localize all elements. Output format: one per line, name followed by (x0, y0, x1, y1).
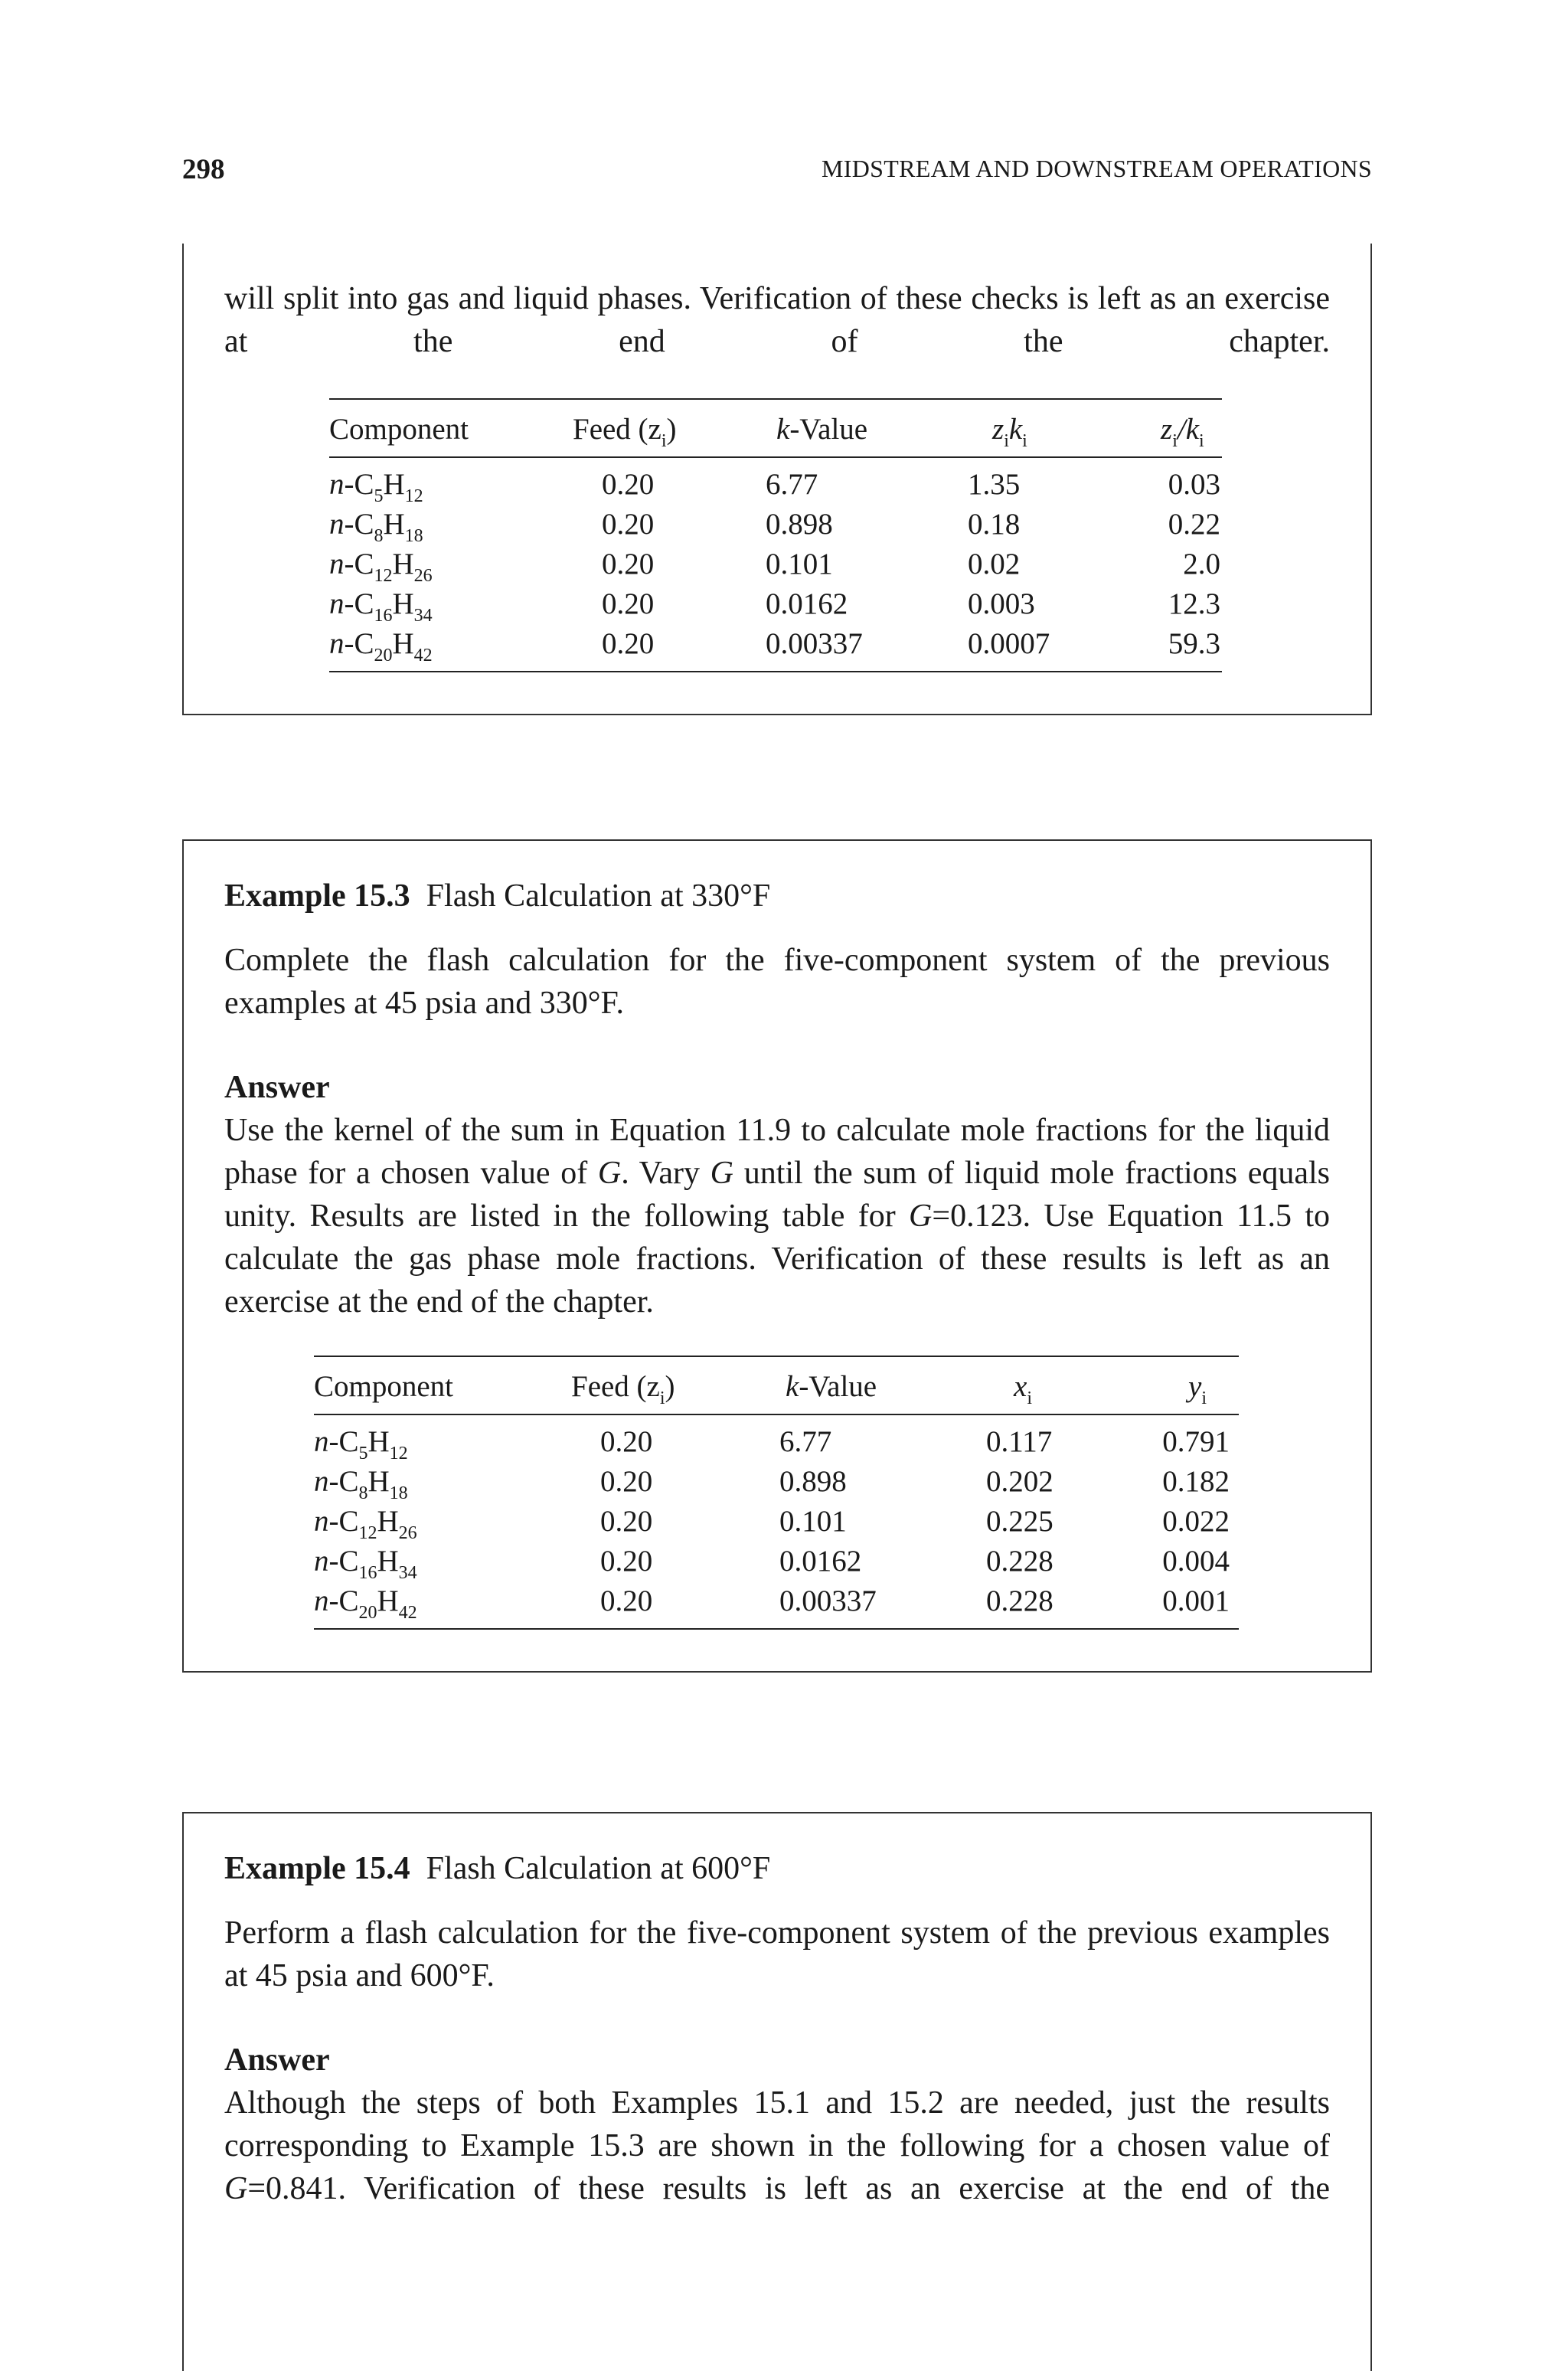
page-number: 298 (182, 154, 225, 185)
x-cell: 0.202 (986, 1465, 1054, 1498)
example-15-4-prompt: Perform a flash calculation for the five-component system of the previous examples at 45 psia and 600°F. (224, 1915, 1330, 1993)
x-cell: 0.228 (986, 1545, 1054, 1578)
x-cell: 0.228 (986, 1584, 1054, 1617)
col-header-z-over-k: $z_i/k_i$ (1161, 413, 1204, 451)
kvalue-cell: 0.898 (779, 1465, 847, 1498)
feed-cell: 0.20 (602, 587, 655, 620)
feed-cell: 0.20 (600, 1584, 653, 1617)
example-15-3-title: Example 15.3 Flash Calculation at 330°F (224, 878, 771, 914)
y-cell: 0.022 (1162, 1505, 1230, 1538)
component-cell: $n-C_{20}H_{42}$ (314, 1584, 417, 1623)
example-15-4-answer-label: Answer (224, 2042, 330, 2078)
component-cell: $n-C_8H_{18}$ (314, 1465, 408, 1503)
col-header-zk: $z_ik_i$ (992, 413, 1027, 451)
col-header-component: Component (329, 413, 469, 446)
zk-cell: 0.18 (968, 508, 1021, 541)
col-header-component: Component (314, 1370, 453, 1403)
example-15-4-answer: Although the steps of both Examples 15.1 and 15.2 are needed, just the results corresponding to Example 15.3 are shown in the following for a chosen value of G=0.841. Verification of these results is left as an exercise at the end of the (224, 2085, 1330, 2206)
z-over-k-cell: 0.22 (1168, 508, 1220, 541)
page-header (182, 153, 1372, 191)
feed-cell: 0.20 (600, 1465, 653, 1498)
x-cell: 0.225 (986, 1505, 1054, 1538)
z-over-k-cell: 0.03 (1168, 468, 1220, 501)
col-header-feed: Feed $(z_i)$ (573, 413, 677, 451)
component-cell: $n-C_{12}H_{26}$ (314, 1505, 417, 1543)
col-header-kvalue: k-Value (786, 1370, 877, 1403)
kvalue-cell: 0.0162 (766, 587, 848, 620)
component-cell: $n-C_8H_{18}$ (329, 508, 423, 546)
component-cell: $n-C_{20}H_{42}$ (329, 627, 433, 666)
running-head: MIDSTREAM AND DOWNSTREAM OPERATIONS (822, 155, 1372, 182)
kvalue-cell: 6.77 (779, 1425, 832, 1458)
component-cell: $n-C_{16}H_{34}$ (329, 587, 433, 626)
y-cell: 0.791 (1162, 1425, 1230, 1458)
component-cell: $n-C_{12}H_{26}$ (329, 548, 433, 586)
col-header-kvalue: k-Value (776, 413, 868, 446)
table-top-rule (329, 398, 1222, 400)
zk-cell: 0.02 (968, 548, 1021, 580)
kvalue-cell: 0.0162 (779, 1545, 862, 1578)
table-bottom-rule (329, 671, 1222, 672)
z-over-k-cell: 59.3 (1168, 627, 1220, 660)
table-top-rule (314, 1356, 1239, 1357)
kvalue-cell: 0.00337 (766, 627, 863, 660)
component-cell: $n-C_5H_{12}$ (329, 468, 423, 506)
feed-cell: 0.20 (600, 1545, 653, 1578)
component-cell: $n-C_5H_{12}$ (314, 1425, 408, 1463)
example-15-3-prompt: Complete the flash calculation for the five-component system of the previous examples at 45 psia and 330°F. (224, 943, 1330, 1021)
feed-cell: 0.20 (602, 468, 655, 501)
example-15-3-answer: Use the kernel of the sum in Equation 11.9 to calculate mole fractions for the liquid phase for a chosen value of G. Vary G until the sum of liquid mole fractions equals unity. Results are listed in the following table for G=0.123. Use Equation 11.5 to calculate the gas phase mole fractions. Verification of these results is left as an exercise at the end of the chapter. (224, 1113, 1331, 1320)
table-zk (329, 398, 1222, 674)
z-over-k-cell: 12.3 (1168, 587, 1220, 620)
example-15-3-answer-label: Answer (224, 1070, 330, 1105)
continued-paragraph: will split into gas and liquid phases. Verification of these checks is left as an exercise at the end of the chapter. (224, 281, 1330, 359)
kvalue-cell: 0.00337 (779, 1584, 877, 1617)
y-cell: 0.001 (1162, 1584, 1230, 1617)
y-cell: 0.004 (1162, 1545, 1230, 1578)
feed-cell: 0.20 (602, 508, 655, 541)
table-bottom-rule (314, 1628, 1239, 1630)
col-header-x: $x_i$ (1014, 1370, 1032, 1408)
col-header-feed: Feed $(z_i)$ (571, 1370, 675, 1408)
zk-cell: 1.35 (968, 468, 1021, 501)
table-xy (314, 1356, 1239, 1631)
kvalue-cell: 6.77 (766, 468, 818, 501)
zk-cell: 0.003 (968, 587, 1035, 620)
table-header-rule (329, 456, 1222, 458)
kvalue-cell: 0.898 (766, 508, 833, 541)
col-header-y: $y_i$ (1188, 1370, 1207, 1408)
table-header-rule (314, 1414, 1239, 1415)
z-over-k-cell: 2.0 (1183, 548, 1220, 580)
y-cell: 0.182 (1162, 1465, 1230, 1498)
feed-cell: 0.20 (602, 548, 655, 580)
feed-cell: 0.20 (602, 627, 655, 660)
feed-cell: 0.20 (600, 1425, 653, 1458)
kvalue-cell: 0.101 (779, 1505, 847, 1538)
example-15-4-title: Example 15.4 Flash Calculation at 600°F (224, 1851, 771, 1886)
kvalue-cell: 0.101 (766, 548, 833, 580)
zk-cell: 0.0007 (968, 627, 1050, 660)
component-cell: $n-C_{16}H_{34}$ (314, 1545, 417, 1583)
x-cell: 0.117 (986, 1425, 1053, 1458)
feed-cell: 0.20 (600, 1505, 653, 1538)
